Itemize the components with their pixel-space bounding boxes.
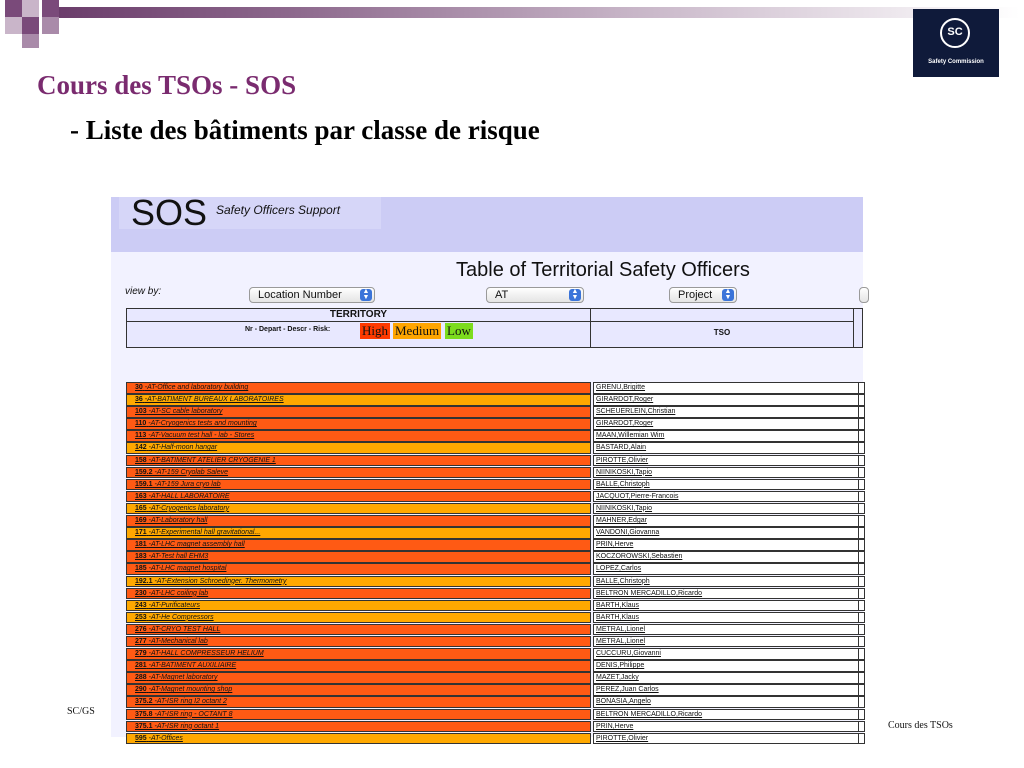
tso-link[interactable]: BONASIA,Angelo: [593, 696, 859, 708]
extra-select[interactable]: [859, 287, 869, 303]
table-row: [126, 721, 863, 733]
table-row: [126, 442, 863, 454]
tso-header-cell: [591, 308, 854, 348]
table-row: [126, 467, 863, 479]
extra-cell: [859, 406, 865, 418]
building-description: -AT-SC cable laboratory: [148, 408, 223, 416]
building-link[interactable]: [126, 733, 591, 745]
extra-cell: [859, 672, 865, 684]
risk-low-badge: Low: [447, 323, 471, 338]
table-row: [126, 588, 863, 600]
extra-cell: [859, 709, 865, 721]
building-description: -AT-HALL COMPRESSEUR HELIUM: [148, 650, 264, 658]
building-table: [126, 382, 863, 745]
table-row: [126, 648, 863, 660]
extra-cell: [859, 684, 865, 696]
building-link[interactable]: [126, 709, 591, 721]
extra-cell: [859, 624, 865, 636]
building-number: 103: [135, 408, 147, 416]
building-description: -AT-HALL LABORATOIRE: [148, 492, 230, 500]
extra-cell: [859, 479, 865, 491]
tso-link[interactable]: PIROTTE,Olivier: [593, 455, 859, 467]
table-row: [126, 455, 863, 467]
decor-square: [22, 34, 39, 48]
sos-tagline: Safety Officers Support: [216, 203, 341, 217]
tso-link[interactable]: CUCCURU,Giovanni: [593, 648, 859, 660]
building-link[interactable]: [126, 467, 591, 479]
building-number: 171: [135, 529, 147, 537]
sos-brand-box: [119, 192, 381, 233]
building-description: -AT-Magnet mounting shop: [148, 686, 233, 694]
building-number: 159.1: [135, 480, 153, 488]
building-number: 163: [135, 492, 147, 500]
tso-link[interactable]: KOCZOROWSKI,Sebastien: [593, 551, 859, 563]
table-row: [126, 551, 863, 563]
building-link[interactable]: [126, 527, 591, 539]
building-number: 277: [135, 637, 147, 645]
building-description: -AT-LHC magnet hospital: [148, 565, 227, 573]
building-description: -AT-BATIMENT AUXILIAIRE: [148, 662, 237, 670]
project-select[interactable]: [669, 287, 737, 303]
building-number: 375.2: [135, 698, 153, 706]
building-number: 375.1: [135, 722, 153, 730]
building-description: -AT-Test hall EHM3: [148, 553, 209, 561]
building-description: -AT-159 Cryolab Saleve: [154, 468, 229, 476]
extra-cell: [859, 491, 865, 503]
building-link[interactable]: [126, 624, 591, 636]
building-link[interactable]: [126, 600, 591, 612]
building-number: 181: [135, 541, 147, 549]
building-number: 243: [135, 601, 147, 609]
building-number: 169: [135, 517, 147, 525]
tso-header: TSO: [713, 328, 731, 337]
building-number: 113: [135, 432, 147, 440]
risk-high-badge: High: [362, 323, 388, 338]
decor-square: [42, 0, 59, 17]
building-link[interactable]: [126, 430, 591, 442]
extra-cell: [859, 430, 865, 442]
extra-cell: [859, 612, 865, 624]
table-row: [126, 527, 863, 539]
table-row: [126, 612, 863, 624]
table-row: [126, 709, 863, 721]
building-link[interactable]: [126, 382, 591, 394]
building-link[interactable]: [126, 479, 591, 491]
building-number: 375.8: [135, 710, 153, 718]
table-row: [126, 563, 863, 575]
building-number: 185: [135, 565, 147, 573]
building-number: 276: [135, 625, 147, 633]
building-description: -AT-Purificateurs: [148, 601, 200, 609]
building-link[interactable]: [126, 503, 591, 515]
building-link[interactable]: [126, 588, 591, 600]
tso-link[interactable]: BALLE,Christoph: [593, 576, 859, 588]
tso-link[interactable]: MAHNER,Edgar: [593, 515, 859, 527]
tso-link[interactable]: GIRARDOT,Roger: [593, 418, 859, 430]
building-number: 253: [135, 613, 147, 621]
footer-right: Cours des TSOs: [888, 720, 953, 731]
extra-cell: [859, 455, 865, 467]
extra-cell: [859, 696, 865, 708]
table-row: [126, 430, 863, 442]
building-description: -AT-Vacuum test hall - lab - Stores: [148, 432, 255, 440]
building-link[interactable]: [126, 684, 591, 696]
building-description: -AT-CRYO TEST HALL: [148, 625, 221, 633]
logo-text: Safety Commission: [928, 59, 984, 65]
building-description: -AT-ISR ring octant 1: [154, 722, 220, 730]
tso-link[interactable]: NIINIKOSKI,Tapio: [593, 467, 859, 479]
department-select[interactable]: [486, 287, 584, 303]
extra-cell: [859, 551, 865, 563]
building-link[interactable]: [126, 455, 591, 467]
logo-circle-icon: [940, 18, 970, 48]
building-number: 158: [135, 456, 147, 464]
table-row: [126, 406, 863, 418]
building-description: -AT-159 Jura cryo lab: [154, 480, 221, 488]
building-description: -AT-Extension Schroedinger. Thermometry: [154, 577, 287, 585]
tso-link[interactable]: JACQUOT,Pierre-Francois: [593, 491, 859, 503]
building-link[interactable]: [126, 539, 591, 551]
building-number: 165: [135, 504, 147, 512]
extra-cell: [859, 733, 865, 745]
table-row: [126, 515, 863, 527]
tso-link[interactable]: VANDONI,Giovanna: [593, 527, 859, 539]
extra-cell: [859, 636, 865, 648]
territory-header-cell: [126, 308, 591, 348]
tso-link[interactable]: METRAL,Lionel: [593, 624, 859, 636]
extra-cell: [859, 418, 865, 430]
extra-cell: [859, 515, 865, 527]
risk-medium-badge: Medium: [395, 323, 440, 338]
building-description: -AT-LHC magnet assembly hall: [148, 541, 245, 549]
building-description: -AT-Mechanical lab: [148, 637, 208, 645]
extra-cell: [859, 563, 865, 575]
building-link[interactable]: [126, 394, 591, 406]
building-link[interactable]: [126, 672, 591, 684]
table-row: [126, 491, 863, 503]
building-link[interactable]: [126, 660, 591, 672]
extra-cell: [859, 394, 865, 406]
tso-link[interactable]: METRAL,Lionel: [593, 636, 859, 648]
building-number: 192.1: [135, 577, 153, 585]
table-row: [126, 394, 863, 406]
decor-square: [5, 17, 22, 34]
building-link[interactable]: [126, 491, 591, 503]
building-description: -AT-Office and laboratory building: [144, 384, 249, 391]
building-link[interactable]: [126, 406, 591, 418]
building-link[interactable]: [126, 442, 591, 454]
select-arrows-icon: ▲ ▼: [360, 289, 372, 301]
building-number: 159.2: [135, 468, 153, 476]
tso-link[interactable]: GIRARDOT,Roger: [593, 394, 859, 406]
tso-link[interactable]: BELTRON MERCADILLO,Ricardo: [593, 588, 859, 600]
sos-brand: SOS: [131, 192, 208, 233]
building-link[interactable]: [126, 563, 591, 575]
building-link[interactable]: [126, 612, 591, 624]
tso-link[interactable]: PRIN,Herve: [593, 721, 859, 733]
tso-link[interactable]: BARTH,Klaus: [593, 600, 859, 612]
table-row: [126, 733, 863, 745]
building-description: -AT-ISR ring - OCTANT 8: [154, 710, 233, 718]
building-description: -AT-Magnet laboratory: [148, 674, 218, 682]
table-row: [126, 636, 863, 648]
building-number: 281: [135, 662, 147, 670]
extra-cell: [859, 442, 865, 454]
table-row: [126, 382, 863, 394]
tso-link[interactable]: BASTARD,Alain: [593, 442, 859, 454]
building-description: -AT-He Compressors: [148, 613, 214, 621]
building-number: 279: [135, 650, 147, 658]
extra-cell: [859, 660, 865, 672]
table-title: Table of Territorial Safety Officers: [456, 259, 750, 281]
table-row: [126, 624, 863, 636]
tso-link[interactable]: MAAN,Willemian Wim: [593, 430, 859, 442]
tso-link[interactable]: MAZET,Jacky: [593, 672, 859, 684]
decor-square: [22, 0, 39, 17]
decor-square: [22, 17, 39, 34]
building-link[interactable]: [126, 721, 591, 733]
extra-cell: [859, 648, 865, 660]
extra-header-cell: [854, 308, 863, 348]
logo-mark: SC: [947, 26, 963, 38]
extra-cell: [859, 467, 865, 479]
building-number: 288: [135, 674, 147, 682]
select-arrows-icon: ▲ ▼: [569, 289, 581, 301]
extra-cell: [859, 539, 865, 551]
tso-link[interactable]: GRENU,Brigitte: [593, 382, 859, 394]
extra-cell: [859, 600, 865, 612]
tso-link[interactable]: LOPEZ,Carlos: [593, 563, 859, 575]
building-number: 142: [135, 444, 147, 452]
tso-link[interactable]: PRIN,Herve: [593, 539, 859, 551]
building-description: -AT-BATIMENT BUREAUX LABORATOIRES: [144, 396, 284, 404]
extra-cell: [859, 721, 865, 733]
tso-link[interactable]: BARTH,Klaus: [593, 612, 859, 624]
building-description: -AT-Cryogenics laboratory: [148, 504, 230, 512]
tso-link[interactable]: DENIS,Philippe: [593, 660, 859, 672]
building-description: -AT-LHC coiling lab: [148, 589, 209, 597]
building-link[interactable]: [126, 515, 591, 527]
building-description: -AT-Cryogenics tests and mounting: [148, 420, 257, 428]
territory-header: TERRITORY: [127, 309, 590, 322]
sos-header: [111, 192, 863, 252]
select-value: Project: [678, 289, 713, 301]
building-link[interactable]: [126, 576, 591, 588]
territory-subheader: Nr - Depart - Descr - Risk:: [245, 326, 331, 333]
building-description: -AT-Experimental hall gravitational...: [148, 529, 261, 537]
table-row: [126, 576, 863, 588]
table-row: [126, 503, 863, 515]
footer-left: SC/GS: [67, 706, 95, 717]
table-row: [126, 479, 863, 491]
extra-cell: [859, 382, 865, 394]
location-number-select[interactable]: [249, 287, 375, 303]
building-link[interactable]: [126, 696, 591, 708]
decor-square: [42, 17, 59, 34]
building-number: 30: [135, 384, 143, 391]
table-row: [126, 418, 863, 430]
building-link[interactable]: [126, 418, 591, 430]
decor-square: [5, 0, 22, 17]
table-row: [126, 684, 863, 696]
select-value: Location Number: [258, 289, 342, 301]
building-number: 110: [135, 420, 147, 428]
select-arrows-icon: ▲ ▼: [722, 289, 734, 301]
tso-link[interactable]: BALLE,Christoph: [593, 479, 859, 491]
table-row: [126, 539, 863, 551]
table-row: [126, 672, 863, 684]
extra-cell: [859, 576, 865, 588]
building-description: -AT-ISR ring I2 octant 2: [154, 698, 227, 706]
building-number: 183: [135, 553, 147, 561]
building-description: -AT-BATIMENT ATELIER CRYOGENIE 1: [148, 456, 276, 464]
extra-cell: [859, 588, 865, 600]
building-number: 36: [135, 396, 143, 404]
building-link[interactable]: [126, 551, 591, 563]
building-link[interactable]: [126, 636, 591, 648]
building-description: -AT-Half-moon hangar: [148, 444, 218, 452]
building-number: 290: [135, 686, 147, 694]
building-description: -AT-Offices: [148, 734, 183, 742]
tso-header-top: [591, 309, 853, 322]
building-description: -AT-Laboratory hall: [148, 517, 208, 525]
table-row: [126, 696, 863, 708]
table-row: [126, 660, 863, 672]
tso-link[interactable]: PEREZ,Juan Carlos: [593, 684, 859, 696]
view-by-label: view by:: [125, 286, 162, 297]
building-number: 230: [135, 589, 147, 597]
tso-link[interactable]: SCHEUERLEIN,Christian: [593, 406, 859, 418]
safety-commission-logo: [913, 9, 999, 77]
extra-cell: [859, 527, 865, 539]
select-value: AT: [495, 289, 509, 301]
building-link[interactable]: [126, 648, 591, 660]
slide-subtitle: - Liste des bâtiments par classe de risque: [70, 115, 540, 145]
tso-link[interactable]: PIROTTE,Olivier: [593, 733, 859, 745]
table-row: [126, 600, 863, 612]
tso-link[interactable]: BELTRON MERCADILLO,Ricardo: [593, 709, 859, 721]
extra-cell: [859, 503, 865, 515]
slide-title: Cours des TSOs - SOS: [37, 70, 297, 100]
building-number: 595: [135, 734, 147, 742]
header-gradient-bar: [58, 7, 1020, 18]
tso-link[interactable]: NIINIKOSKI,Tapio: [593, 503, 859, 515]
sos-screenshot: [111, 192, 863, 742]
